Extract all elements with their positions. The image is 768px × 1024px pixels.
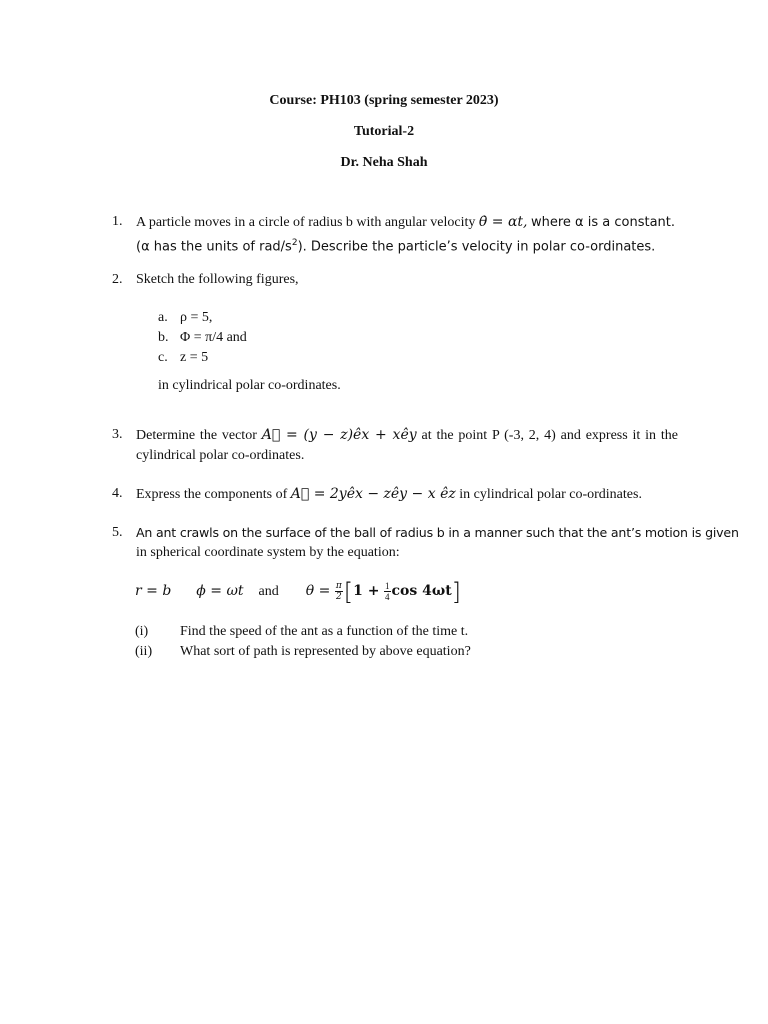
eq-fraction-quarter: $\frac{1}{4}$ — [385, 581, 390, 603]
q3-text-b: at the point P (-3, 2, 4) and express it in the — [421, 428, 678, 443]
question-4 — [112, 484, 678, 506]
q5-text-b: in spherical coordinate system by the equation: — [136, 545, 400, 560]
q2-item: a. ρ = 5, — [158, 310, 213, 325]
eq-and: and — [258, 584, 279, 599]
q1-text-a: A particle moves in a circle of radius b with angular velocity — [136, 215, 476, 230]
q1-text-b: where α is a constant. — [530, 215, 676, 230]
q2-item: c. z = 5 — [158, 350, 209, 365]
q2-item: b. Φ = π/4 and — [158, 330, 247, 345]
eq-theta: θ = — [305, 583, 331, 599]
tutorial-title: Tutorial-2 — [353, 124, 415, 139]
q1-math: θ̇ = αt, — [478, 214, 528, 230]
q5-parts — [135, 622, 471, 662]
q1-text-c: (α has the units of rad/s — [136, 239, 292, 255]
question-2 — [112, 270, 678, 292]
q3-text-c: cylindrical polar co-ordinates. — [136, 448, 305, 463]
question-number: 5. — [112, 525, 123, 540]
question-5 — [112, 523, 739, 565]
question-number: 3. — [112, 427, 123, 442]
q4-text-a: Express the components of — [136, 487, 288, 502]
q4-text-b: in cylindrical polar co-ordinates. — [459, 487, 642, 502]
question-number: 4. — [112, 486, 123, 501]
question-number: 2. — [112, 272, 123, 287]
question-1 — [112, 212, 678, 254]
instructor-name: Dr. Neha Shah — [340, 155, 428, 170]
right-bracket-icon: ] — [451, 577, 462, 606]
eq-phi: ϕ = ωt — [196, 583, 244, 599]
q5-part: (i) Find the speed of the ant as a function of the time t. — [135, 624, 469, 639]
eq-one-plus: 1 + — [353, 583, 380, 599]
question-number: 1. — [112, 214, 123, 229]
q2-text: Sketch the following figures, — [136, 272, 299, 287]
q1-superscript: 2 — [291, 238, 298, 248]
course-title: Course: PH103 (spring semester 2023) — [269, 93, 499, 108]
q2-items — [158, 308, 247, 368]
q2-footer: in cylindrical polar co-ordinates. — [158, 378, 341, 393]
q3-text-a: Determine the vector — [136, 428, 257, 443]
q3-math: A⃗ = (y − z)êx + xêy — [261, 427, 417, 443]
q4-math: A⃗ = 2yêx − zêy − x êz — [290, 486, 456, 502]
question-3 — [112, 425, 678, 467]
eq-r: r = b — [135, 583, 172, 599]
left-bracket-icon: [ — [343, 577, 354, 606]
eq-cos: cos 4ωt — [391, 583, 452, 599]
q5-part: (ii) What sort of path is represented by above equation? — [135, 644, 471, 659]
q5-text-a: An ant crawls on the surface of the ball of radius b in a manner such that the ant’s motion is given — [136, 525, 739, 540]
eq-fraction-pi-over-2: $\frac{\pi}{2}$ — [335, 581, 342, 603]
q5-equation — [135, 578, 461, 608]
q1-text-d: ). Describe the particle’s velocity in polar co-ordinates. — [297, 239, 656, 255]
